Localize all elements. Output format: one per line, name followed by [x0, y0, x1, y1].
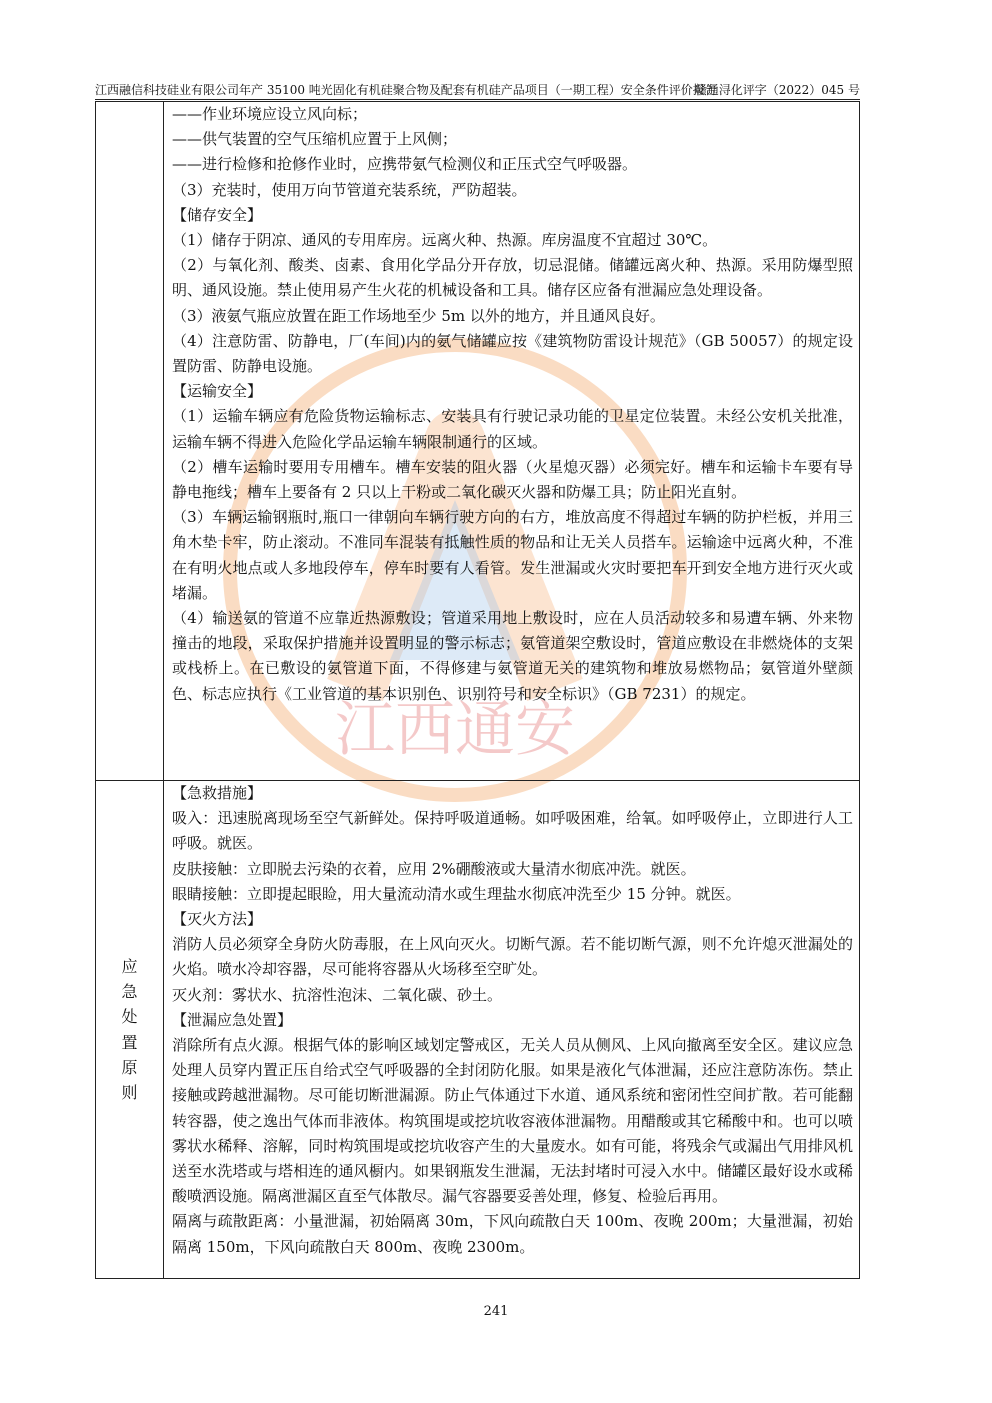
header-report-number: 赣通浔化评字（2022）045 号	[694, 83, 860, 97]
header-report-title: 江西融信科技硅业有限公司年产 35100 吨光固化有机硅聚合物及配套有机硅产品项目（一期工程）安全条件评价报告	[95, 83, 717, 97]
label-char: 应	[121, 956, 138, 976]
section-heading-transport: 【运输安全】	[172, 382, 263, 401]
text-paragraph: 消除所有点火源。根据气体的影响区域划定警戒区，无关人员从侧风、上风向撤离至安全区。建议应急处理人员穿内置正压自给式空气呼吸器的全封闭防化服。如果是液化气体泄漏，还应注意防冻伤。禁止接触或跨越泄漏物。尽可能切断泄漏源。防止气体通过下水道、通风系统和密闭性空间扩散。若可能翻转容器，使之逸出气体而非液体。构筑围堤或挖坑收容液体泄漏物。用醋酸或其它稀酸中和。也可以喷雾状水稀释、溶解，同时构筑围堤或挖坑收容产生的大量废水。如有可能，将残余气或漏出气用排风机送至水洗塔或与塔相连的通风橱内。如果钢瓶发生泄漏，无法封堵时可浸入水中。储罐区最好设水或稀酸喷洒设施。隔离泄漏区直至气体散尽。漏气容器要妥善处理，修复、检验后再用。	[172, 1036, 853, 1206]
text-paragraph: 消防人员必须穿全身防火防毒服，在上风向灭火。切断气源。若不能切断气源，则不允许熄灭泄漏处的火焰。喷水冷却容器，尽可能将容器从火场移至空旷处。	[172, 935, 853, 979]
text-paragraph: 隔离与疏散距离：小量泄漏，初始隔离 30m，下风向疏散白天 100m、夜晚 200m；大量泄漏，初始隔离 150m，下风向疏散白天 800m、夜晚 2300m。	[172, 1212, 853, 1256]
section-heading-storage: 【储存安全】	[172, 205, 263, 224]
section-heading-first-aid: 【急救措施】	[172, 784, 263, 802]
text-line: （3）充装时，使用万向节管道充装系统，严防超装。	[172, 180, 527, 199]
label-char: 处	[121, 1007, 138, 1027]
safety-measures-table	[95, 101, 860, 1279]
text-paragraph: （2）槽车运输时要用专用槽车。槽车安装的阻火器（火星熄灭器）必须完好。槽车和运输卡车要有导静电拖线；槽车上要备有 2 只以上干粉或二氧化碳灭火器和防爆工具；防止阳光直射。	[172, 457, 853, 502]
text-paragraph: （4）注意防雷、防静电，厂(车间)内的氨气储罐应按《建筑物防雷设计规范》（GB 50057）的规定设置防雷、防静电设施。	[172, 331, 853, 376]
watermark-text: 江西通安	[335, 695, 575, 765]
label-char: 原	[121, 1057, 138, 1077]
emergency-measures-cell	[172, 781, 853, 1260]
text-line: （3）液氨气瓶应放置在距工作场地至少 5m 以外的地方，并且通风良好。	[172, 306, 665, 325]
page-header	[95, 81, 860, 100]
text-paragraph: （4）输送氨的管道不应靠近热源敷设；管道采用地上敷设时，应在人员活动较多和易遭车辆、外来物撞击的地段，采取保护措施并设置明显的警示标志；氨管道架空敷设时，管道应敷设在非燃烧体的支架或栈桥上。在已敷设的氨管道下面，不得修建与氨管道无关的建筑物和堆放易燃物品；氨管道外壁颜色、标志应执行《工业管道的基本识别色、识别符号和安全标识》（GB 7231）的规定。	[172, 609, 853, 703]
text-line: 皮肤接触：立即脱去污染的衣着，应用 2%硼酸液或大量清水彻底冲洗。就医。	[172, 859, 696, 878]
section-heading-fire-fighting: 【灭火方法】	[172, 910, 263, 929]
text-line: （1）储存于阴凉、通风的专用库房。远离火种、热源。库房温度不宜超过 30℃。	[172, 231, 718, 250]
label-char: 急	[121, 982, 138, 1002]
text-line: ——作业环境应设立风向标；	[172, 105, 368, 123]
storage-transport-cell	[172, 102, 853, 707]
text-paragraph: 吸入：迅速脱离现场至空气新鲜处。保持呼吸道通畅。如呼吸困难，给氧。如呼吸停止，立即进行人工呼吸。就医。	[172, 809, 853, 853]
text-paragraph: （1）运输车辆应有危险货物运输标志、安装具有行驶记录功能的卫星定位装置。未经公安机关批准，运输车辆不得进入危险化学品运输车辆限制通行的区域。	[172, 407, 853, 451]
text-paragraph: （3）车辆运输钢瓶时,瓶口一律朝向车辆行驶方向的右方，堆放高度不得超过车辆的防护栏板，并用三角木垫卡牢，防止滚动。不准同车混装有抵触性质的物品和让无关人员搭车。运输途中远离火种，不准在有明火地点或人多地段停车，停车时要有人看管。发生泄漏或火灾时要把车开到安全地方进行灭火或堵漏。	[172, 508, 853, 602]
text-paragraph: （2）与氧化剂、酸类、卤素、食用化学品分开存放，切忌混储。储罐远离火种、热源。采用防爆型照明、通风设施。禁止使用易产生火花的机械设备和工具。储存区应备有泄漏应急处理设备。	[172, 256, 853, 300]
label-char: 置	[121, 1032, 138, 1052]
section-heading-leak-response: 【泄漏应急处置】	[172, 1010, 293, 1029]
text-line: ——供气装置的空气压缩机应置于上风侧；	[172, 130, 458, 149]
text-line: 灭火剂：雾状水、抗溶性泡沫、二氧化碳、砂土。	[172, 985, 503, 1004]
page-number: 241	[483, 1304, 509, 1319]
text-line: ——进行检修和抢修作业时，应携带氨气检测仪和正压式空气呼吸器。	[172, 155, 638, 174]
text-line: 眼睛接触：立即提起眼睑，用大量流动清水或生理盐水彻底冲洗至少 15 分钟。就医。	[172, 884, 741, 903]
emergency-principles-label	[96, 781, 163, 1278]
label-char: 则	[121, 1082, 138, 1102]
table-column-divider	[163, 102, 164, 1278]
